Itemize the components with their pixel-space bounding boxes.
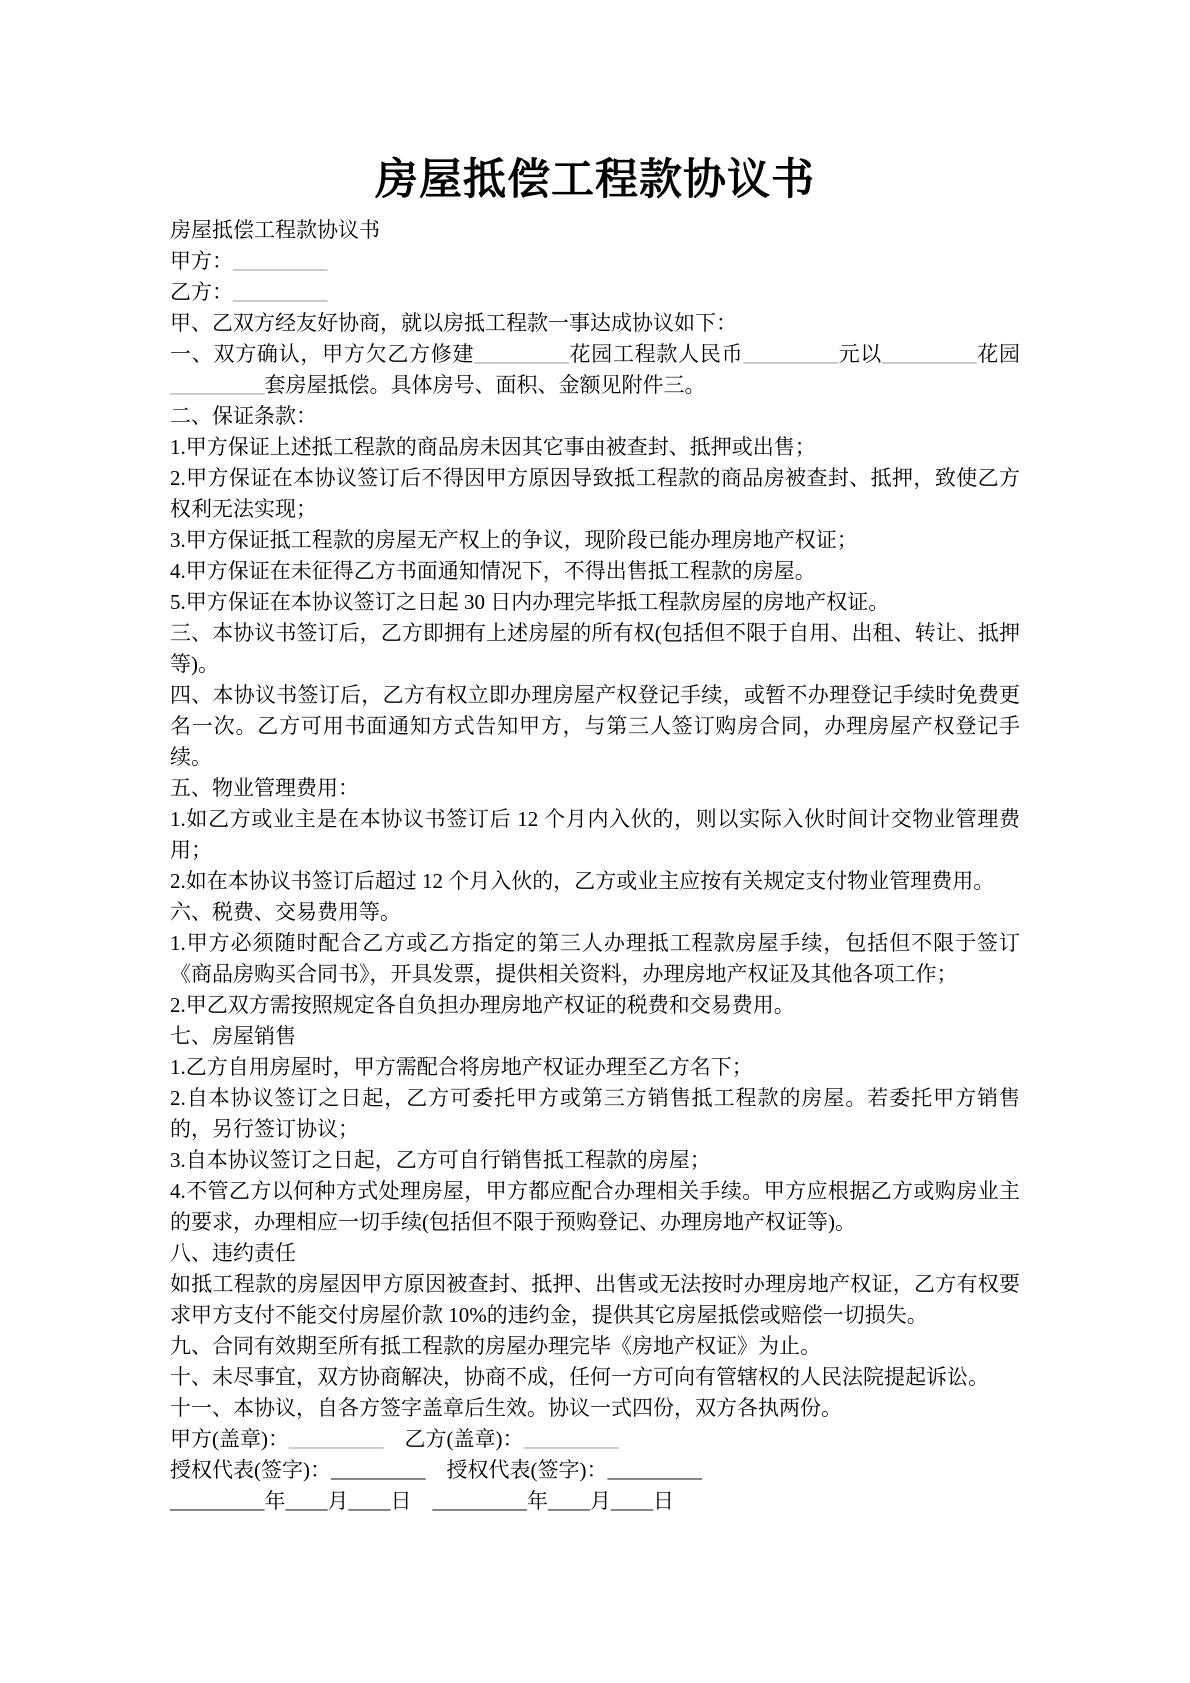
paragraph-24: 4.不管乙方以何种方式处理房屋，甲方都应配合办理相关手续。甲方应根据乙方或购房业主的要求，办理相应一切手续(包括但不限于预购登记、办理房地产权证等)。 [170, 1179, 1020, 1234]
paragraph-22: 2.自本协议签订之日起，乙方可委托甲方或第三方销售抵工程款的房屋。若委托甲方销售的，另行签订协议； [170, 1086, 1020, 1141]
paragraph-7: 1.甲方保证上述抵工程款的商品房未因其它事由被查封、抵押或出售； [170, 435, 816, 459]
paragraph-29: 十一、本协议，自各方签字盖章后生效。协议一式四份，双方各执两份。 [170, 1396, 842, 1420]
paragraph-32: _________年____月____日 _________年____月____日 [170, 1489, 674, 1513]
paragraph-6: 二、保证条款： [170, 404, 317, 428]
paragraph-30: 甲方(盖章)：_________ 乙方(盖章)：_________ [170, 1427, 618, 1451]
paragraph-26: 如抵工程款的房屋因甲方原因被查封、抵押、出售或无法按时办理房地产权证，乙方有权要求甲方支付不能交付房屋价款 10%的违约金，提供其它房屋抵偿或赔偿一切损失。 [170, 1272, 1020, 1327]
paragraph-31: 授权代表(签字)：_________ 授权代表(签字)：_________ [170, 1458, 702, 1482]
document-body [170, 215, 1020, 1517]
fill-in-blank: _________ [432, 1489, 527, 1513]
paragraph-23: 3.自本协议签订之日起，乙方可自行销售抵工程款的房屋； [170, 1148, 711, 1172]
fill-in-blank: ____ [611, 1489, 653, 1513]
fill-in-blank: _________ [743, 342, 838, 366]
paragraph-3: 乙方：_________ [170, 280, 328, 304]
fill-in-blank: _________ [474, 342, 569, 366]
paragraph-16: 2.如在本协议书签订后超过 12 个月入伙的，乙方或业主应按有关规定支付物业管理费用。 [170, 869, 995, 893]
paragraph-2: 甲方：_________ [170, 249, 328, 273]
paragraph-5: 一、双方确认，甲方欠乙方修建_________花园工程款人民币_________元以_________花园_________套房屋抵偿。具体房号、面积、金额见附件三。 [170, 342, 1021, 397]
paragraph-4: 甲、乙双方经友好协商，就以房抵工程款一事达成协议如下： [170, 311, 737, 335]
paragraph-9: 3.甲方保证抵工程款的房屋无产权上的争议，现阶段已能办理房地产权证； [170, 528, 858, 552]
fill-in-blank: _________ [523, 1427, 618, 1451]
paragraph-17: 六、税费、交易费用等。 [170, 900, 401, 924]
fill-in-blank: _________ [233, 249, 328, 273]
fill-in-blank: _________ [233, 280, 328, 304]
paragraph-13: 四、本协议书签订后，乙方有权立即办理房屋产权登记手续，或暂不办理登记手续时免费更名一次。乙方可用书面通知方式告知甲方，与第三人签订购房合同，办理房屋产权登记手续。 [170, 683, 1020, 769]
fill-in-blank: _________ [607, 1458, 702, 1482]
paragraph-25: 八、违约责任 [170, 1241, 296, 1265]
paragraph-27: 九、合同有效期至所有抵工程款的房屋办理完毕《房地产权证》为止。 [170, 1334, 821, 1358]
fill-in-blank: _________ [170, 373, 265, 397]
paragraph-12: 三、本协议书签订后，乙方即拥有上述房屋的所有权(包括但不限于自用、出租、转让、抵押等)。 [170, 621, 1020, 676]
fill-in-blank: _________ [170, 1489, 265, 1513]
fill-in-blank: _________ [331, 1458, 426, 1482]
paragraph-8: 2.甲方保证在本协议签订后不得因甲方原因导致抵工程款的商品房被查封、抵押，致使乙方权利无法实现； [170, 466, 1020, 521]
paragraph-11: 5.甲方保证在本协议签订之日起 30 日内办理完毕抵工程款房屋的房地产权证。 [170, 590, 890, 614]
paragraph-19: 2.甲乙双方需按照规定各自负担办理房地产权证的税费和交易费用。 [170, 993, 795, 1017]
paragraph-18: 1.甲方必须随时配合乙方或乙方指定的第三人办理抵工程款房屋手续，包括但不限于签订《商品房购买合同书》，开具发票，提供相关资料，办理房地产权证及其他各项工作； [170, 931, 1020, 986]
paragraph-20: 七、房屋销售 [170, 1024, 296, 1048]
paragraph-14: 五、物业管理费用： [170, 776, 359, 800]
fill-in-blank: ____ [348, 1489, 391, 1513]
paragraph-28: 十、未尽事宜，双方协商解决，协商不成，任何一方可向有管辖权的人民法院提起诉讼。 [170, 1365, 989, 1389]
paragraph-21: 1.乙方自用房屋时，甲方需配合将房地产权证办理至乙方名下； [170, 1055, 753, 1079]
paragraph-1: 房屋抵偿工程款协议书 [170, 218, 380, 242]
document-title: 房屋抵偿工程款协议书 [375, 157, 815, 204]
fill-in-blank: ____ [285, 1489, 328, 1513]
fill-in-blank: _________ [882, 342, 977, 366]
fill-in-blank: ____ [548, 1489, 590, 1513]
paragraph-15: 1.如乙方或业主是在本协议书签订后 12 个月内入伙的，则以实际入伙时间计交物业管理费用； [170, 807, 1020, 862]
fill-in-blank: _________ [289, 1427, 384, 1451]
paragraph-10: 4.甲方保证在未征得乙方书面通知情况下，不得出售抵工程款的房屋。 [170, 559, 816, 583]
